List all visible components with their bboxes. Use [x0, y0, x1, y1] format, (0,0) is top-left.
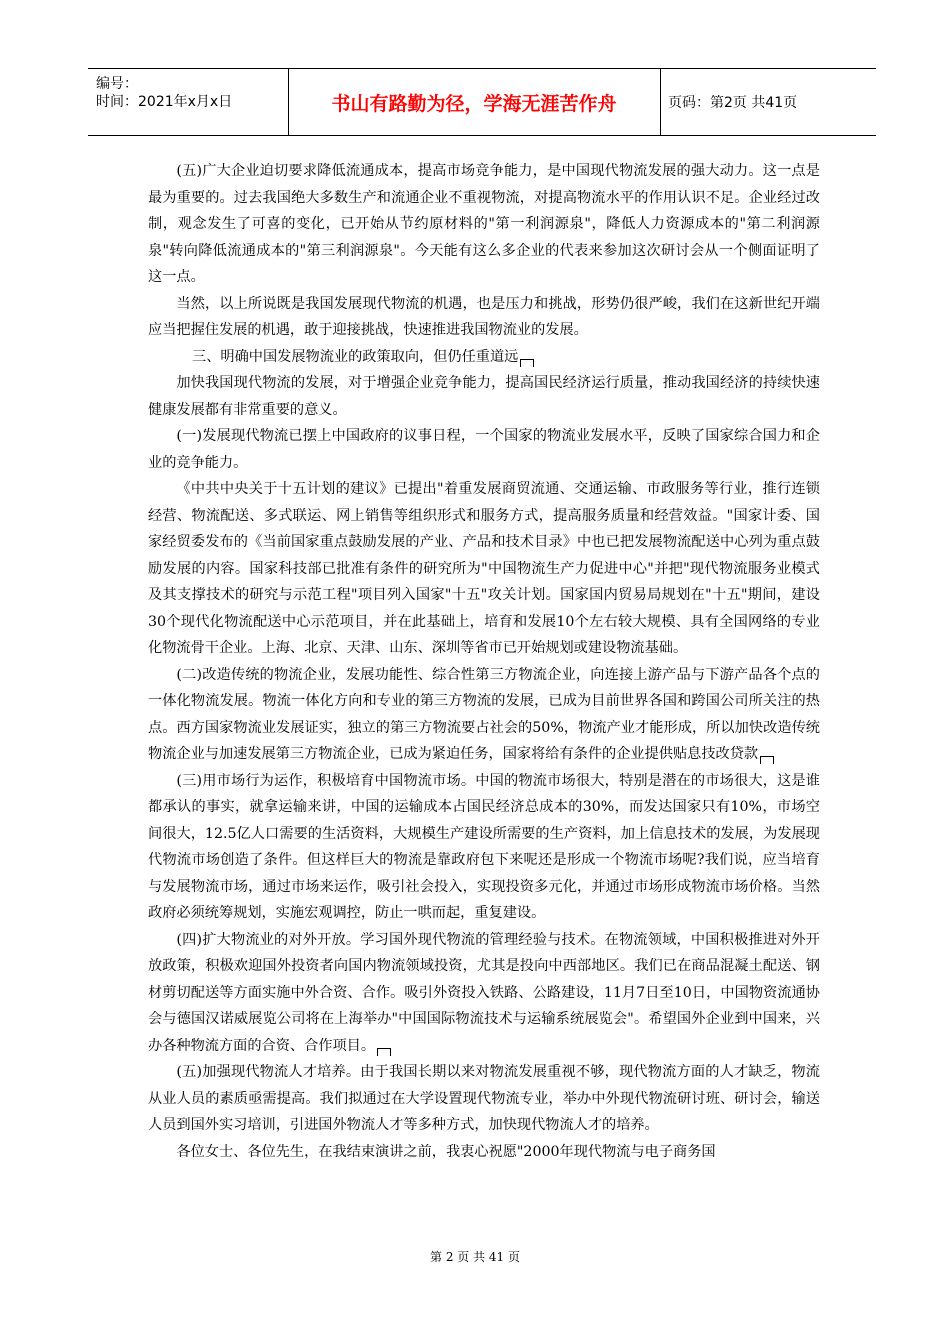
paragraph: 加快我国现代物流的发展，对于增强企业竞争能力，提高国民经济运行质量，推动我国经济的持续快速健康发展都有非常重要的意义。 — [148, 375, 820, 418]
header-motto: 书山有路勤为径，学海无涯苦作舟 — [331, 92, 617, 115]
paragraph: (三)用市场行为运作，积极培育中国物流市场。中国的物流市场很大，特别是潜在的市场很大，这是谁都承认的事实，就拿运输来讲，中国的运输成本占国民经济总成本的30%，而发达国家只有10%，市场空间很大，12.5亿人口需要的生活资料，大规模生产建设所需要的生产资料，加上信息技术的发展，为发展现代物流市场创造了条件。但这样巨大的物流是靠政府包下来呢还是形成一个物流市场呢?我们说，应当培育与发展物流市场，通过市场来运作，吸引社会投入，实现投资多元化，并通过市场形成物流市场价格。当然政府必须统筹规划，实施宏观调控，防止一哄而起，重复建设。 — [148, 772, 820, 921]
paragraph: (一)发展现代物流已摆上中国政府的议事日程，一个国家的物流业发展水平，反映了国家综合国力和企业的竞争能力。 — [148, 428, 820, 471]
paragraph: (五)加强现代物流人才培养。由于我国长期以来对物流发展重视不够，现代物流方面的人才缺乏，物流从业人员的素质亟需提高。我们拟通过在大学设置现代物流专业，举办中外现代物流研讨班、研讨会，输送人员到国外实习培训，引进国外物流人才等多种方式，加快现代物流人才的培养。 — [148, 1064, 820, 1133]
section-heading: 三、明确中国发展物流业的政策取向，但仍任重道远 — [148, 344, 820, 371]
paragraph-mark-icon — [520, 359, 534, 367]
paragraph: 各位女士、各位先生，在我结束演讲之前，我衷心祝愿"2000年现代物流与电子商务国 — [176, 1143, 716, 1160]
paragraph: 《中共中央关于十五计划的建议》已提出"着重发展商贸流通、交通运输、市政服务等行业，推行连锁经营、物流配送、多式联运、网上销售等组织形式和服务方式，提高服务质量和经营效益。"国家计委、国家经贸委发布的《当前国家重点鼓励发展的产业、产品和技术目录》中也已把发展物流配送中心列为重点鼓励发展的内容。国家科技部已批准有条件的研究所为"中国物流生产力促进中心"并把"现代物流服务业模式及其支撑技术的研究与示范工程"项目列入国家"十五"攻关计划。国家国内贸易局规划在"十五"期间，建设30个现代化物流配送中心示范项目，并在此基础上，培育和发展10个左右较大规模、具有全国网络的专业化物流骨干企业。上海、北京、天津、山东、深圳等省市已开始规划或建设物流基础。 — [148, 481, 820, 656]
paragraph: (二)改造传统的物流企业，发展功能性、综合性第三方物流企业，向连接上游产品与下游产品各个点的一体化物流发展。物流一体化方向和专业的第三方物流的发展，已成为目前世界各国和跨国公司所关注的热点。西方国家物流业发展证实，独立的第三方物流要占社会的50%，物流产业才能形成，所以加快改造传统物流企业与加速发展第三方物流企业，已成为紧迫任务，国家将给有条件的企业提供贴息技改贷款 — [148, 666, 820, 762]
paragraph-mark-icon — [760, 756, 774, 764]
paragraph-mark-icon — [377, 1048, 391, 1056]
header-meta — [88, 69, 288, 135]
paragraph: 当然，以上所说既是我国发展现代物流的机遇，也是压力和挑战，形势仍很严峻，我们在这新世纪开端应当把握住发展的机遇，敢于迎接挑战，快速推进我国物流业的发展。 — [148, 295, 820, 338]
paragraph: (五)广大企业迫切要求降低流通成本，提高市场竞争能力，是中国现代物流发展的强大动力。这一点是最为重要的。过去我国绝大多数生产和流通企业不重视物流，对提高物流水平的作用认识不足。企业经过改制，观念发生了可喜的变化，已开始从节约原材料的"第一利润源泉"，降低人力资源成本的"第二利润源泉"转向降低流通成本的"第三利润源泉"。今天能有这么多企业的代表来参加这次研讨会从一个侧面证明了这一点。 — [148, 163, 820, 285]
page-header — [88, 68, 876, 136]
header-page-number: 页码：第2页 共41页 — [668, 95, 798, 111]
document-number-label: 编号： — [96, 76, 138, 92]
page-footer: 第 2 页 共 41 页 — [430, 1250, 520, 1264]
paragraph: (四)扩大物流业的对外开放。学习国外现代物流的管理经验与技术。在物流领域，中国积极推进对外开放政策，积极欢迎国外投资者向国内物流领域投资，尤其是投向中西部地区。我们已在商品混凝土配送、钢材剪切配送等方面实施中外合资、合作。吸引外资投入铁路、公路建设，11月7日至10日，中国物资流通协会与德国汉诺威展览公司将在上海举办"中国国际物流技术与运输系统展览会"。希望国外企业到中国来，兴办各种物流方面的合资、合作项目。 — [148, 931, 820, 1054]
document-time-label: 时间：2021年x月x日 — [96, 94, 233, 110]
header-divider — [660, 69, 661, 135]
document-body — [148, 158, 820, 1165]
